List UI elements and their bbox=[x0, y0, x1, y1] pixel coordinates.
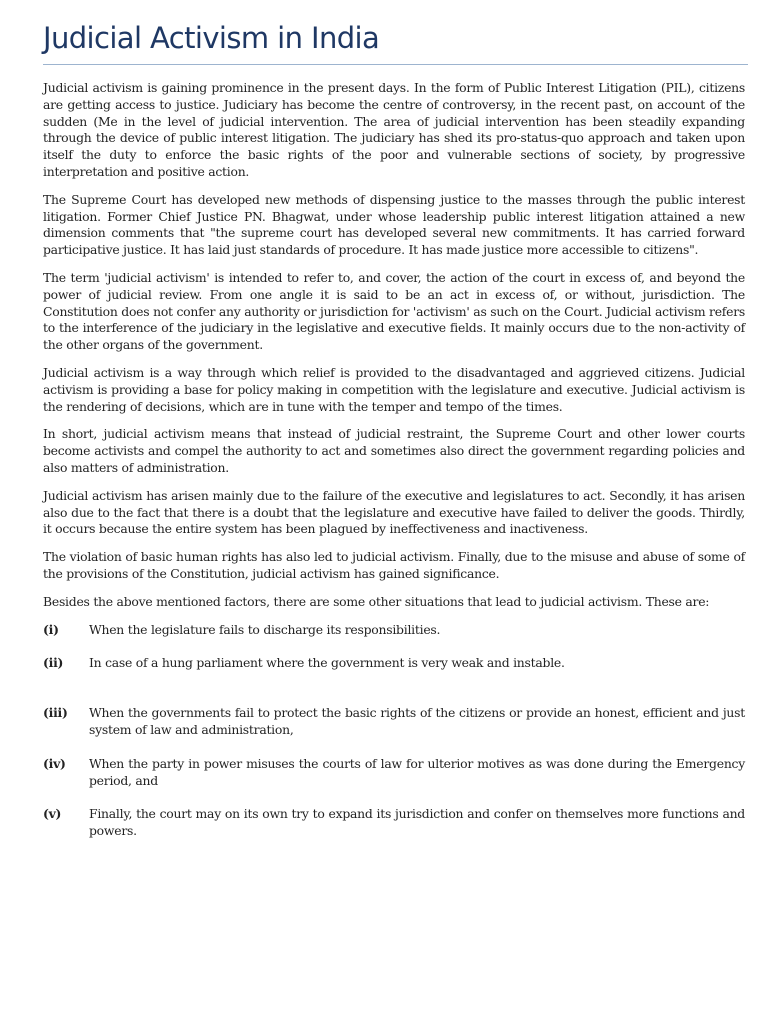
paragraph: The violation of basic human rights has also led to judicial activism. Finally, due to the misuse and abuse of some of the provisions of the Constitution, judicial activism has gained significance. bbox=[43, 549, 745, 581]
paragraph: Judicial activism is gaining prominence in the present days. In the form of Public Interest Litigation (PIL), citizens are getting access to justice. Judiciary has become the centre of controversy, in the recent past, on account of the sudden (Me in the level of judicial intervention. The area of judicial intervention has been steadily expanding through the device of public interest litigation. The judiciary has shed its pro-status-quo approach and taken upon itself the duty to enforce the basic rights of the poor and vulnerable sections of society, by progressive interpretation and positive action. bbox=[43, 80, 745, 179]
title-divider bbox=[43, 64, 748, 65]
list-item-text: When the governments fail to protect the basic rights of the citizens or provide an honest, efficient and just system of law and administration, bbox=[89, 705, 745, 737]
list-item-number: (ii) bbox=[43, 655, 64, 671]
paragraph: The Supreme Court has developed new methods of dispensing justice to the masses through the public interest litigation. Former Chief Justice PN. Bhagwat, under whose leadership public interest litigation attained a new dimension comments that "the supreme court has developed several new commitments. It has carried forward participative justice. It has laid just standards of procedure. It has made justice more accessible to citizens". bbox=[43, 191, 745, 258]
page-title: Judicial Activism in India bbox=[43, 21, 380, 55]
paragraph: Judicial activism has arisen mainly due to the failure of the executive and legislatures to act. Secondly, it has arisen also due to the fact that there is a doubt that the legislature and executive have failed to deliver the goods. Thirdly, it occurs because the entire system has been plagued by ineffectiveness and inactiveness. bbox=[43, 487, 745, 537]
document-body bbox=[43, 80, 745, 840]
list-item-text: When the legislature fails to discharge its responsibilities. bbox=[89, 621, 441, 637]
list-item bbox=[43, 756, 745, 790]
paragraph: Besides the above mentioned factors, there are some other situations that lead to judicial activism. These are: bbox=[43, 593, 710, 609]
list-item bbox=[43, 622, 745, 639]
paragraph: In short, judicial activism means that instead of judicial restraint, the Supreme Court and other lower courts become activists and compel the authority to act and sometimes also direct the government regarding policies and also matters of administration. bbox=[43, 426, 745, 475]
list-item-text: In case of a hung parliament where the government is very weak and instable. bbox=[89, 655, 565, 671]
list-item-number: (v) bbox=[43, 806, 62, 822]
list-item bbox=[43, 655, 745, 672]
list-item-number: (iii) bbox=[43, 705, 68, 721]
list-item-text: When the party in power misuses the courts of law for ulterior motives as was done during the Emergency period, and bbox=[89, 755, 745, 788]
situations-list bbox=[43, 622, 745, 840]
paragraph: Judicial activism is a way through which relief is provided to the disadvantaged and aggrieved citizens. Judicial activism is providing a base for policy making in competition with the legislature and executive. Judicial activism is the rendering of decisions, which are in tune with the temper and tempo of the times. bbox=[43, 364, 745, 414]
list-item-text: Finally, the court may on its own try to expand its jurisdiction and confer on themselves more functions and powers. bbox=[89, 806, 745, 839]
paragraph: The term 'judicial activism' is intended to refer to, and cover, the action of the court in excess of, and beyond the power of judicial review. From one angle it is said to be an act in excess of, or without, jurisdiction. The Constitution does not confer any authority or jurisdiction for 'activism' as such on the Court. Judicial activism refers to the interference of the judiciary in the legislative and executive fields. It mainly occurs due to the non-activity of the other organs of the government. bbox=[43, 269, 745, 353]
list-item bbox=[43, 806, 745, 840]
list-item-number: (i) bbox=[43, 621, 59, 637]
list-item-number: (iv) bbox=[43, 755, 66, 771]
list-item bbox=[43, 705, 745, 739]
